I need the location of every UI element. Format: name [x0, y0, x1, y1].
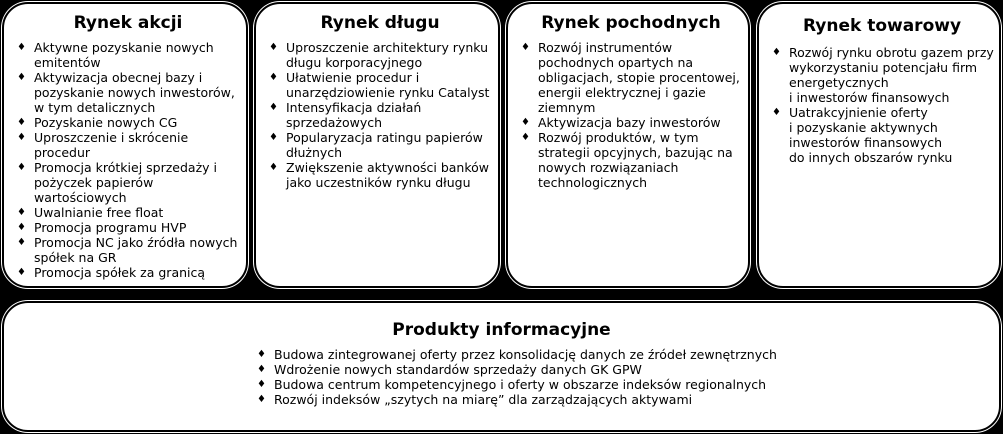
list-item — [266, 100, 494, 130]
list-item-text: Popularyzacja ratingu papierów dłużnych — [286, 130, 483, 160]
diamond-bullet-icon: ♦ — [17, 117, 26, 128]
list-item — [14, 205, 242, 220]
list-item-text: Promocja spółek za granicą — [34, 265, 206, 280]
box-title: Rynek akcji — [73, 13, 183, 33]
box-produkty-informacyjne — [2, 301, 1001, 432]
diamond-bullet-icon: ♦ — [257, 364, 266, 375]
box-title: Rynek towarowy — [802, 16, 962, 36]
diamond-bullet-icon: ♦ — [269, 102, 278, 113]
list-item-text: Wdrożenie nowych standardów sprzedaży danych GK GPW — [274, 362, 642, 377]
list-item — [266, 40, 494, 70]
list-item — [266, 160, 494, 190]
box-title: Produkty informacyjne — [392, 320, 611, 340]
diamond-bullet-icon: ♦ — [772, 107, 781, 118]
diamond-bullet-icon: ♦ — [17, 42, 26, 53]
list-item — [518, 130, 744, 190]
diamond-bullet-icon: ♦ — [257, 394, 266, 405]
list-item — [254, 347, 794, 362]
diamond-bullet-icon: ♦ — [269, 72, 278, 83]
list-item — [14, 115, 242, 130]
list-item — [14, 235, 242, 265]
list-item-text: Ułatwienie procedur i unarzędziowienie rynku Catalyst — [286, 70, 490, 100]
list-item-text: Uproszczenie i skrócenie procedur — [34, 130, 189, 160]
diamond-bullet-icon: ♦ — [772, 47, 781, 58]
list-item-text: Aktywizacja bazy inwestorów — [538, 115, 721, 130]
list-item — [14, 220, 242, 235]
list-item-text: Promocja krótkiej sprzedaży i pożyczek papierów wartościowych — [34, 160, 217, 205]
list-item-text: Aktywne pozyskanie nowych emitentów — [34, 40, 214, 70]
list-item — [769, 105, 995, 165]
list-item — [14, 160, 242, 205]
diamond-bullet-icon: ♦ — [257, 379, 266, 390]
list-item — [14, 265, 242, 280]
list-item-text: Rozwój instrumentów pochodnych opartych na obligacjach, stopie procentowej, energii elektrycznej i gazie ziemnym — [538, 40, 740, 115]
list-item-text: Uproszczenie architektury rynku długu korporacyjnego — [286, 40, 489, 70]
list-item-text: Pozyskanie nowych CG — [34, 115, 178, 130]
diamond-bullet-icon: ♦ — [17, 237, 26, 248]
box-title: Rynek długu — [320, 13, 440, 33]
diamond-bullet-icon: ♦ — [521, 132, 530, 143]
list-item-text: Uatrakcyjnienie oferty i pozyskanie aktywnych inwestorów finansowych do innych obszarów rynku — [789, 105, 953, 165]
list-item — [254, 392, 794, 407]
list-item-text: Budowa centrum kompetencyjnego i oferty w obszarze indeksów regionalnych — [274, 377, 767, 392]
list-item — [266, 130, 494, 160]
list-item-text: Rozwój produktów, w tym strategii opcyjnych, bazując na nowych rozwiązaniach technologicznych — [538, 130, 733, 190]
bullet-list — [769, 45, 995, 165]
diamond-bullet-icon: ♦ — [521, 117, 530, 128]
diamond-bullet-icon: ♦ — [17, 162, 26, 173]
list-item-text: Promocja programu HVP — [34, 220, 187, 235]
list-item — [14, 130, 242, 160]
diamond-bullet-icon: ♦ — [257, 349, 266, 360]
diamond-bullet-icon: ♦ — [521, 42, 530, 53]
diamond-bullet-icon: ♦ — [17, 132, 26, 143]
diamond-bullet-icon: ♦ — [17, 267, 26, 278]
list-item — [254, 377, 794, 392]
box-title: Rynek pochodnych — [541, 13, 721, 33]
list-item-text: Uwalnianie free float — [34, 205, 164, 220]
diamond-bullet-icon: ♦ — [269, 162, 278, 173]
diamond-bullet-icon: ♦ — [17, 72, 26, 83]
list-item-text: Promocja NC jako źródła nowych spółek na GR — [34, 235, 238, 265]
list-item — [518, 40, 744, 115]
diamond-bullet-icon: ♦ — [17, 222, 26, 233]
diamond-bullet-icon: ♦ — [269, 132, 278, 143]
list-item-text: Budowa zintegrowanej oferty przez konsolidację danych ze źródeł zewnętrznych — [274, 347, 777, 362]
list-item — [769, 45, 995, 105]
box-rynek-dlugu — [254, 2, 500, 288]
bullet-list — [518, 40, 744, 190]
diamond-bullet-icon: ♦ — [17, 207, 26, 218]
list-item — [518, 115, 744, 130]
list-item — [266, 70, 494, 100]
list-item-text: Zwiększenie aktywności banków jako uczestników rynku długu — [286, 160, 490, 190]
box-rynek-akcji — [2, 2, 248, 288]
bullet-list — [266, 40, 494, 190]
diamond-bullet-icon: ♦ — [269, 42, 278, 53]
list-item-text: Rozwój rynku obrotu gazem przy wykorzystaniu potencjału firm energetycznych i inwestorów finansowych — [789, 45, 994, 105]
bullet-list — [254, 347, 794, 407]
list-item — [254, 362, 794, 377]
box-rynek-towarowy — [757, 2, 1001, 288]
box-rynek-pochodnych — [506, 2, 750, 288]
list-item — [14, 40, 242, 70]
list-item — [14, 70, 242, 115]
list-item-text: Intensyfikacja działań sprzedażowych — [286, 100, 422, 130]
bullet-list — [14, 40, 242, 280]
list-item-text: Rozwój indeksów „szytych na miarę” dla zarządzających aktywami — [274, 392, 693, 407]
list-item-text: Aktywizacja obecnej bazy i pozyskanie nowych inwestorów, w tym detalicznych — [34, 70, 235, 115]
